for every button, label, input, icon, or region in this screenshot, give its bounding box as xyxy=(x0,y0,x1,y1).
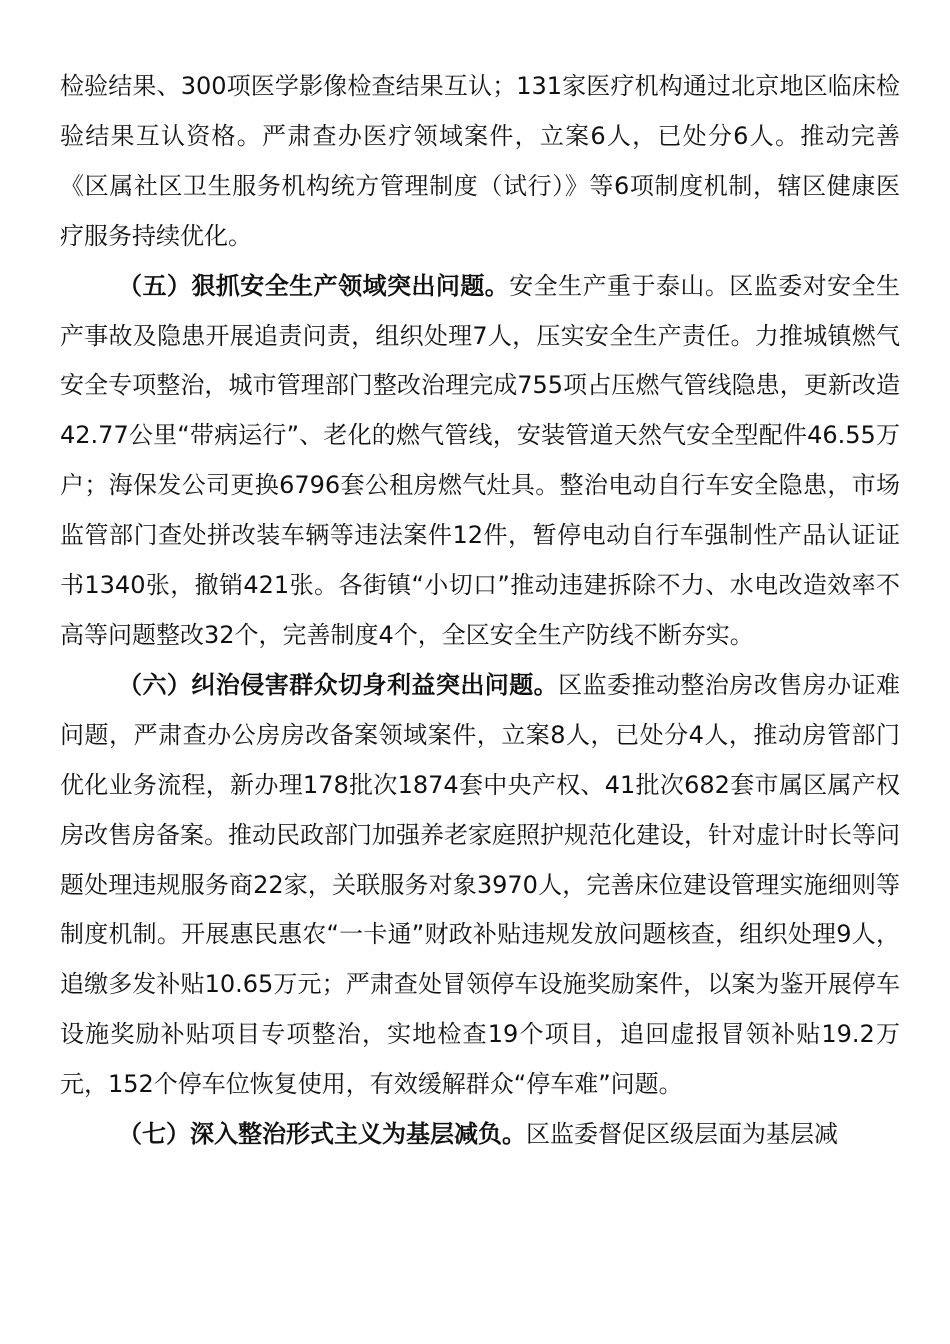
paragraph-text: 安全生产重于泰山。区监委对安全生产事故及隐患开展追责问责，组织处理7人，压实安全生产责任。力推城镇燃气安全专项整治，城市管理部门整改治理完成755项占压燃气管线隐患，更新改造42.77公里“带病运行”、老化的燃气管线，安装管道天然气安全型配件46.55万户；海保发公司更换6796套公租房燃气灶具。整治电动自行车安全隐患，市场监管部门查处拼改装车辆等违法案件12件，暂停电动自行车强制性产品认证证书1340张，撤销421张。各街镇“小切口”推动违建拆除不力、水电改造效率不高等问题整改32个，完善制度4个，全区安全生产防线不断夯实。 xyxy=(60,271,901,649)
paragraph-text: 区监委督促区级层面为基层减 xyxy=(526,1120,838,1149)
paragraph-text: 区监委推动整治房改售房办证难问题，严肃查办公房房改备案领域案件，立案8人，已处分4人，推动房管部门优化业务流程，新办理178批次1874套中央产权、41批次682套市属区属产权房改售房备案。推动民政部门加强养老家庭照护规范化建设，针对虚计时长等问题处理违规服务商22家，关联服务对象3970人，完善床位建设管理实施细则等制度机制。开展惠民惠农“一卡通”财政补贴违规发放问题核查，组织处理9人，追缴多发补贴10.65万元；严肃查处冒领停车设施奖励案件，以案为鉴开展停车设施奖励补贴项目专项整治，实地检查19个项目，追回虚报冒领补贴19.2万元，152个停车位恢复使用，有效缓解群众“停车难”问题。 xyxy=(60,670,901,1099)
paragraph-public-interest xyxy=(60,661,900,1110)
paragraph-safety-production xyxy=(60,262,900,661)
paragraph-text: 检验结果、300项医学影像检查结果互认；131家医疗机构通过北京地区临床检验结果互认资格。严肃查办医疗领域案件，立案6人，已处分6人。推动完善《区属社区卫生服务机构统方管理制度（试行）》等6项制度机制，辖区健康医疗服务持续优化。 xyxy=(60,72,900,250)
paragraph-formalism xyxy=(60,1110,900,1160)
document-body xyxy=(60,62,900,1160)
paragraph-medical-continued xyxy=(60,62,900,262)
section-heading-six: （六）纠治侵害群众切身利益突出问题。 xyxy=(118,670,559,699)
section-heading-seven: （七）深入整治形式主义为基层减负。 xyxy=(118,1120,526,1149)
section-heading-five: （五）狠抓安全生产领域突出问题。 xyxy=(118,271,510,300)
